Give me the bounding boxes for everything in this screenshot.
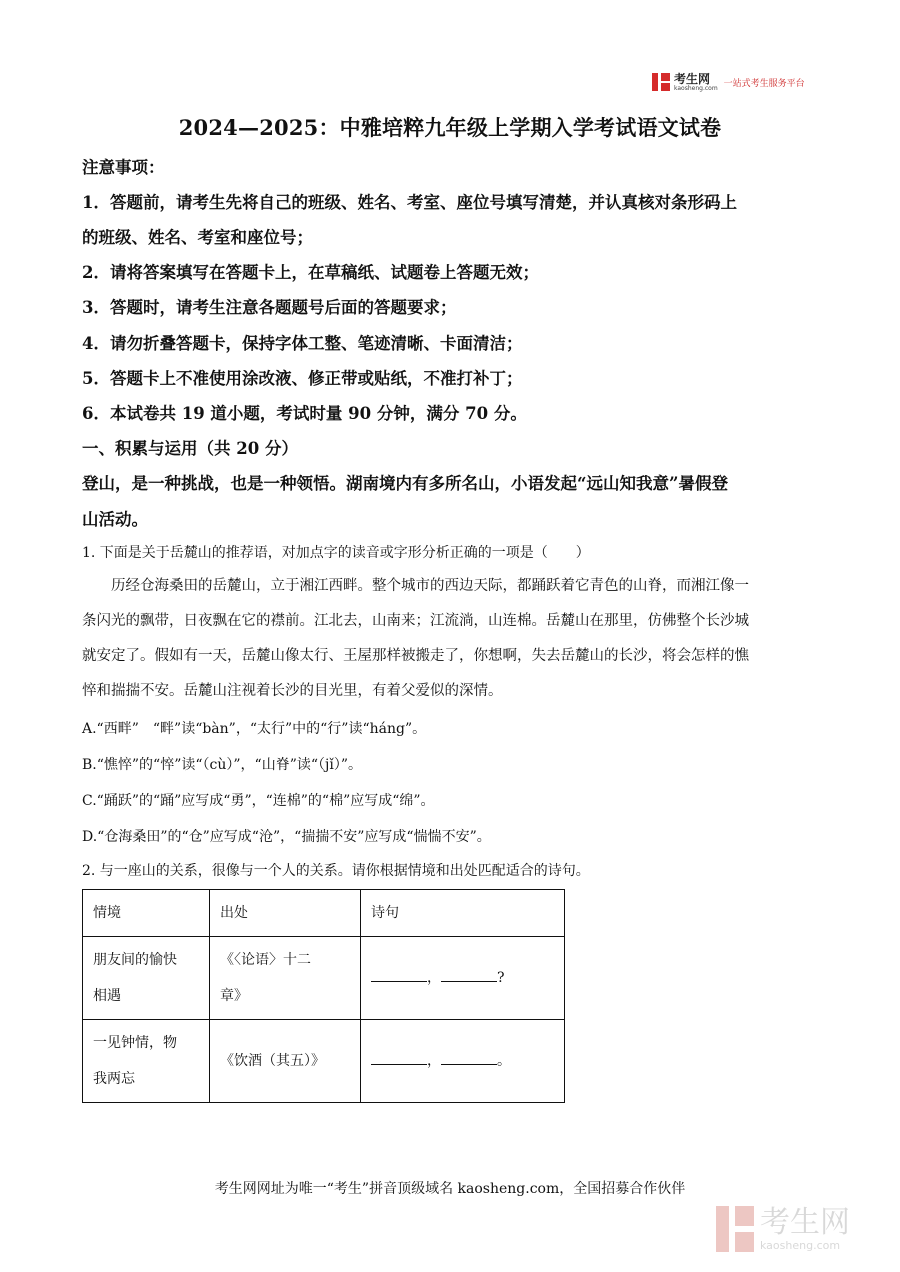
blank-end: ? [497, 970, 505, 986]
passage-line: 就安定了。假如有一天，岳麓山像太行、王屋那样被搬走了，你想啊，失去岳麓山的长沙，将会怎样的憔 [82, 648, 749, 664]
notice-line: 5．答题卡上不准使用涂改液、修正带或贴纸，不准打补丁； [82, 369, 523, 388]
passage-line: 悴和揣揣不安。岳麓山注视着长沙的目光里，有着父爱似的深情。 [82, 683, 503, 699]
logo-domain: kaosheng.com [674, 84, 718, 92]
table-header: 诗句 [361, 890, 565, 937]
option-d: D.“仓海桑田”的“仓”应写成“沧”，“揣揣不安”应写成“惴惴不安”。 [82, 829, 491, 845]
cell-text: 章》 [220, 988, 248, 1004]
situation-cell [83, 1020, 210, 1103]
verse-cell [361, 1020, 565, 1103]
notice-line: 的班级、姓名、考室和座位号； [82, 228, 313, 247]
cell-text: 相遇 [93, 988, 121, 1004]
notice-heading: 注意事项： [82, 158, 165, 177]
table-row [83, 1020, 565, 1103]
answer-blank[interactable] [441, 1050, 497, 1065]
situation-cell [83, 937, 210, 1020]
watermark-icon [716, 1206, 754, 1252]
verse-cell [361, 937, 565, 1020]
logo-name: 考生网 [674, 71, 711, 86]
logo-slogan: 一站式考生服务平台 [723, 78, 805, 89]
table-header-row [83, 890, 565, 937]
blank-separator: ， [427, 1053, 441, 1069]
blank-separator: ， [427, 970, 441, 986]
matching-table [82, 889, 565, 1103]
watermark-name: 考生网 [760, 1204, 850, 1240]
answer-blank[interactable] [441, 967, 497, 982]
table-row [83, 937, 565, 1020]
section-intro: 登山，是一种挑战，也是一种领悟。湖南境内有多所名山，小语发起“远山知我意”暑假登 [82, 474, 728, 493]
cell-text: 《饮酒（其五）》 [220, 1053, 325, 1069]
footer-text: 考生网网址为唯一“考生”拼音顶级域名 kaosheng.com，全国招募合作伙伴 [214, 1181, 686, 1197]
answer-blank[interactable] [371, 967, 427, 982]
notice-line: 3．答题时，请考生注意各题题号后面的答题要求； [82, 298, 457, 317]
section-intro: 山活动。 [82, 510, 148, 529]
passage-line: 条闪光的飘带，日夜飘在它的襟前。江北去，山南来；江流淌，山连棉。岳麓山在那里，仿佛整个长沙城 [82, 613, 749, 629]
passage-line: 历经仓海桑田的岳麓山，立于湘江西畔。整个城市的西边天际，都踊跃着它青色的山脊，而湘江像一 [82, 578, 749, 594]
cell-text: 朋友间的愉快 [93, 952, 177, 968]
notice-line: 4．请勿折叠答题卡，保持字体工整、笔迹清晰、卡面清洁； [82, 334, 523, 353]
page-title: 2024—2025：中雅培粹九年级上学期入学考试语文试卷 [178, 115, 722, 140]
table-header: 出处 [210, 890, 361, 937]
notice-line: 1．答题前，请考生先将自己的班级、姓名、考室、座位号填写清楚，并认真核对条形码上 [82, 193, 737, 212]
option-b: B.“憔悴”的“悴”读“（cù）”，“山脊”读“（jǐ）”。 [82, 757, 362, 773]
source-cell [210, 937, 361, 1020]
watermark-domain: kaosheng.com [760, 1238, 841, 1252]
option-a: A.“西畔” “畔”读“bàn”，“太行”中的“行”读“háng”。 [82, 721, 427, 737]
notice-line: 6．本试卷共 19 道小题，考试时量 90 分钟，满分 70 分。 [82, 404, 527, 423]
table-header: 情境 [83, 890, 210, 937]
site-logo [652, 70, 805, 94]
option-c: C.“踊跃”的“踊”应写成“勇”，“连棉”的“棉”应写成“绵”。 [82, 793, 435, 809]
notice-line: 2．请将答案填写在答题卡上，在草稿纸、试题卷上答题无效； [82, 263, 539, 282]
question-2-stem: 2. 与一座山的关系，很像与一个人的关系。请你根据情境和出处匹配适合的诗句。 [82, 863, 590, 879]
section-heading: 一、积累与运用（共 20 分） [82, 439, 298, 458]
answer-blank[interactable] [371, 1050, 427, 1065]
source-cell [210, 1020, 361, 1103]
cell-text: 《〈论语〉十二 [220, 952, 311, 968]
logo-icon [652, 73, 670, 91]
cell-text: 我两忘 [93, 1071, 135, 1087]
cell-text: 一见钟情，物 [93, 1035, 177, 1051]
blank-end: 。 [497, 1053, 511, 1069]
watermark-logo [716, 1206, 850, 1252]
question-1-stem: 1. 下面是关于岳麓山的推荐语，对加点字的读音或字形分析正确的一项是（ ） [82, 545, 590, 561]
